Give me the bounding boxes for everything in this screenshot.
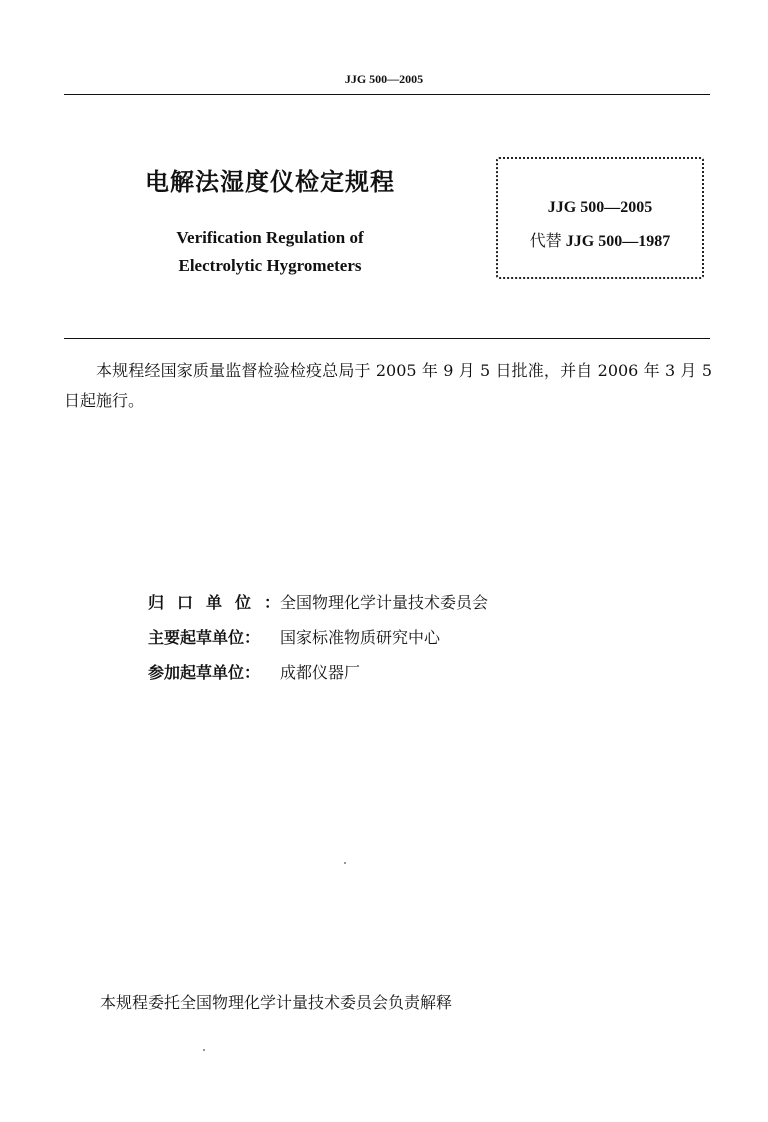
title-english-line2: Electrolytic Hygrometers — [178, 256, 362, 275]
unit-value-participating-drafter: 成都仪器厂 — [280, 663, 361, 682]
unit-label-main-drafter: 主要起草单位： — [148, 628, 261, 647]
replaces-code: JJG 500—1987 — [565, 233, 671, 250]
unit-label-participating-drafter: 参加起草单位： — [148, 663, 261, 682]
unit-value-responsible: 全国物理化学计量技术委员会 — [280, 593, 489, 612]
header-rule — [64, 94, 710, 95]
standard-code-box — [496, 157, 704, 279]
unit-row-responsible — [148, 588, 488, 618]
scan-speck — [203, 1049, 205, 1051]
replaces-label: 代替 — [529, 231, 562, 250]
title-english-line1: Verification Regulation of — [176, 228, 364, 247]
header-standard-code: JJG 500—2005 — [344, 72, 424, 86]
approval-statement: 本规程经国家质量监督检验检疫总局于 2005 年 9 月 5 日批准，并自 2006 年 3 月 5 日起施行。 — [64, 361, 712, 410]
section-rule — [64, 338, 710, 339]
unit-value-main-drafter: 国家标准物质研究中心 — [280, 628, 441, 647]
interpretation-note: 本规程委托全国物理化学计量技术委员会负责解释 — [100, 993, 453, 1012]
scan-speck — [344, 862, 346, 864]
unit-row-participating-drafter — [148, 658, 360, 688]
unit-row-main-drafter — [148, 623, 440, 653]
code-box-standard-code: JJG 500—2005 — [547, 199, 653, 216]
code-box-replaces-line — [496, 228, 704, 251]
title-chinese: 电解法湿度仪检定规程 — [145, 168, 395, 196]
unit-label-responsible: 归口单位： — [148, 593, 294, 612]
